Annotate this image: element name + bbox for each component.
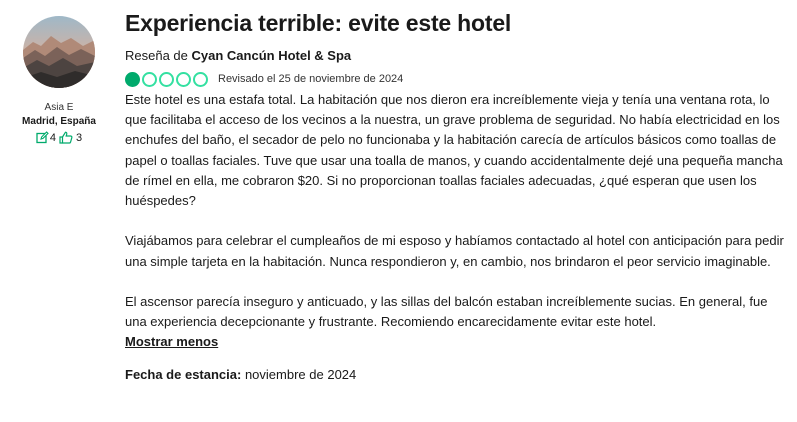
review-paragraph: Este hotel es una estafa total. La habitación que nos dieron era increíblemente vieja y tenía una ventana rota, lo que facilitaba el acceso de los vecinos a la nuestra, un grave problema de seguridad. No había electricidad en los enchufes del baño, el secador de pelo no funcionaba y la habitación carecía de artículos básicos como toallas de papel o toallas faciales. Tuve que usar una toalla de manos, y cuando accidentalmente dejé una pequeña mancha de rímel en ella, me cobraron $20. Si no proporcionan toallas faciales adecuadas, ¿qué esperan que usen los huéspedes? — [125, 92, 783, 209]
stay-date-value: noviembre de 2024 — [244, 367, 357, 383]
stay-date-label: Fecha de estancia: — [125, 367, 242, 383]
helpful-vote-count: 3 — [76, 131, 83, 144]
rating-bubble-empty-icon — [176, 72, 191, 87]
avatar[interactable] — [23, 16, 95, 88]
reviewer-profile — [14, 16, 104, 144]
rating-bubbles — [125, 72, 208, 87]
review-of — [125, 47, 787, 65]
thumbs-up-icon — [59, 131, 73, 144]
pencil-square-icon — [36, 131, 49, 144]
review-title[interactable]: Experiencia terrible: evite este hotel — [125, 10, 512, 36]
stay-date — [125, 366, 787, 384]
review-content — [125, 6, 787, 384]
avatar-image — [23, 16, 95, 88]
review-text — [125, 90, 787, 332]
rating-bubble-empty-icon — [159, 72, 174, 87]
review-paragraph: Viajábamos para celebrar el cumpleaños de mi esposo y habíamos contactado al hotel con anticipación para pedir una simple tarjeta en la habitación. Nunca respondieron y, en cambio, nos brindaron el peor servicio imaginable. — [125, 233, 784, 269]
rating-bubble-empty-icon — [193, 72, 208, 87]
rating-bubble-empty-icon — [142, 72, 157, 87]
rating-row — [125, 70, 787, 88]
contribution-count: 4 — [49, 131, 56, 144]
review-paragraph: El ascensor parecía inseguro y anticuado, y las sillas del balcón estaban increíblemente sucias. En general, fue una experiencia decepcionante y frustrante. Recomiendo encarecidamente evitar este hotel. — [125, 294, 768, 330]
rating-bubble-filled-icon — [125, 72, 140, 87]
reviewer-name[interactable]: Asia E — [44, 102, 74, 113]
reviewed-date: Revisado el 25 de noviembre de 2024 — [218, 73, 404, 85]
show-less-link[interactable]: Mostrar menos — [125, 334, 219, 350]
review-of-prefix: Reseña de — [125, 48, 188, 63]
hotel-name-link[interactable]: Cyan Cancún Hotel & Spa — [191, 48, 352, 63]
reviewer-location: Madrid, España — [22, 116, 96, 127]
reviewer-stats — [14, 131, 104, 144]
